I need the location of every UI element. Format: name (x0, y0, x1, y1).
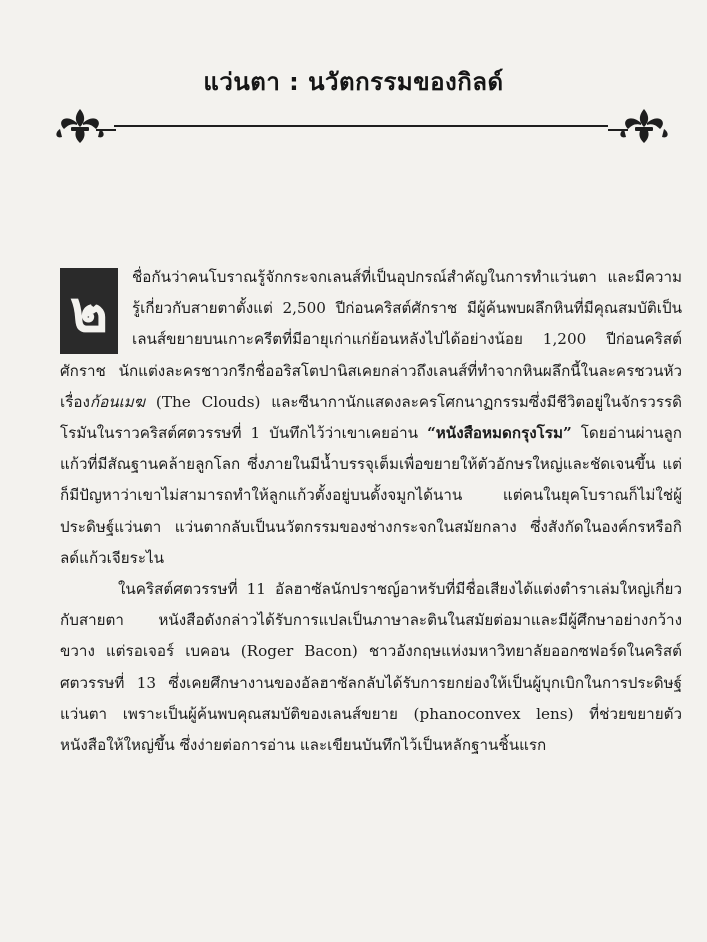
paragraph-2: ในคริสต์ศตวรรษที่ 11 อัลฮาซัลนักปราชญ์อาหรับที่มีชื่อเสียงได้แต่งตำราเล่มใหญ่เกี่ยวกับสายตา หนังสือดังกล่าวได้รับการแปลเป็นภาษาละตินในสมัยต่อมาและมีผู้ศึกษาอย่างกว้างขวาง แต่รอเจอร์ เบคอน (Roger Bacon) ชาวอังกฤษแห่งมหาวิทยาลัยออกซฟอร์ดในคริสต์ศตวรรษที่ 13 ซึ่งเคยศึกษางานของอัลฮาซัลกลับได้รับการยกย่องให้เป็นผู้บุกเบิกในการประดิษฐ์แว่นตา เพราะเป็นผู้ค้นพบคุณสมบัติของเลนส์ขยาย (phanoconvex lens) ที่ช่วยขยายตัวหนังสือให้ใหญ่ขึ้น ซึ่งง่ายต่อการอ่าน และเขียนบันทึกไว้เป็นหลักฐานชิ้นแรก (60, 580, 682, 755)
fleur-de-lis-divider-icon (52, 100, 672, 150)
paragraph-1-text-a: ชื่อกันว่าคนโบราณรู้จักกระจกเลนส์ที่เป็นอุปกรณ์สำคัญในการทำแว่นตา และมีความรู้เกี่ยวกับสายตาตั้งแต่ 2,500 ปีก่อนคริสต์ศักราช มีผู้ค้นพบผลึกหินที่มีคุณสมบัติเป็นเลนส์ขยายบนเกาะครีตที่มีอายุเก่าแก่ย้อนหลังไปได้อย่างน้อย 1,200 ปีก่อนคริสต์ศักราช นักแต่งละครชาวกรีกชื่ออริสโตปานิสเคยกล่าวถึงเลนส์ที่ทำจากหินผลึกนี้ในละครชวนหัวเรื่อง (60, 268, 682, 411)
paragraph-1-text-b: (The Clouds) และซีนากานักแสดงละครโศกนาฏกรรมซึ่งมีชีวิตอยู่ในจักรวรรดิโรมันในราวคริสต์ศตวรรษที่ 1 บันทึกไว้ว่าเขาเคยอ่าน (60, 392, 682, 443)
paragraph-1-text-c: โดยอ่านผ่านลูกแก้วที่มีสัณฐานคล้ายลูกโลก ซึ่งภายในมีน้ำบรรจุเต็มเพื่อขยายให้ตัวอักษรใหญ่และชัดเจนขึ้น แต่ก็มีปัญหาว่าเขาไม่สามารถทำให้ลูกแก้วตั้งอยู่บนดั้งจมูกได้นาน แต่คนในยุคโบราณก็ไม่ใช่ผู้ประดิษฐ์แว่นตา แว่นตากลับเป็นนวัตกรรมของช่างกระจกในสมัยกลาง ซึ่งสังกัดในองค์กรหรือกิลด์แก้วเจียระไน (60, 424, 682, 567)
right-fleur-de-lis-icon (608, 109, 668, 143)
left-fleur-de-lis-icon (56, 109, 116, 143)
paragraph-1 (60, 262, 682, 574)
body-text (60, 262, 682, 761)
play-title-italic: ก้อนเมฆ (89, 392, 146, 411)
chapter-title: แว่นตา : นวัตกรรมของกิลด์ (203, 68, 504, 96)
book-title-bold: “หนังสือหมดกรุงโรม” (427, 424, 572, 443)
drop-cap: ๒ (60, 268, 118, 354)
